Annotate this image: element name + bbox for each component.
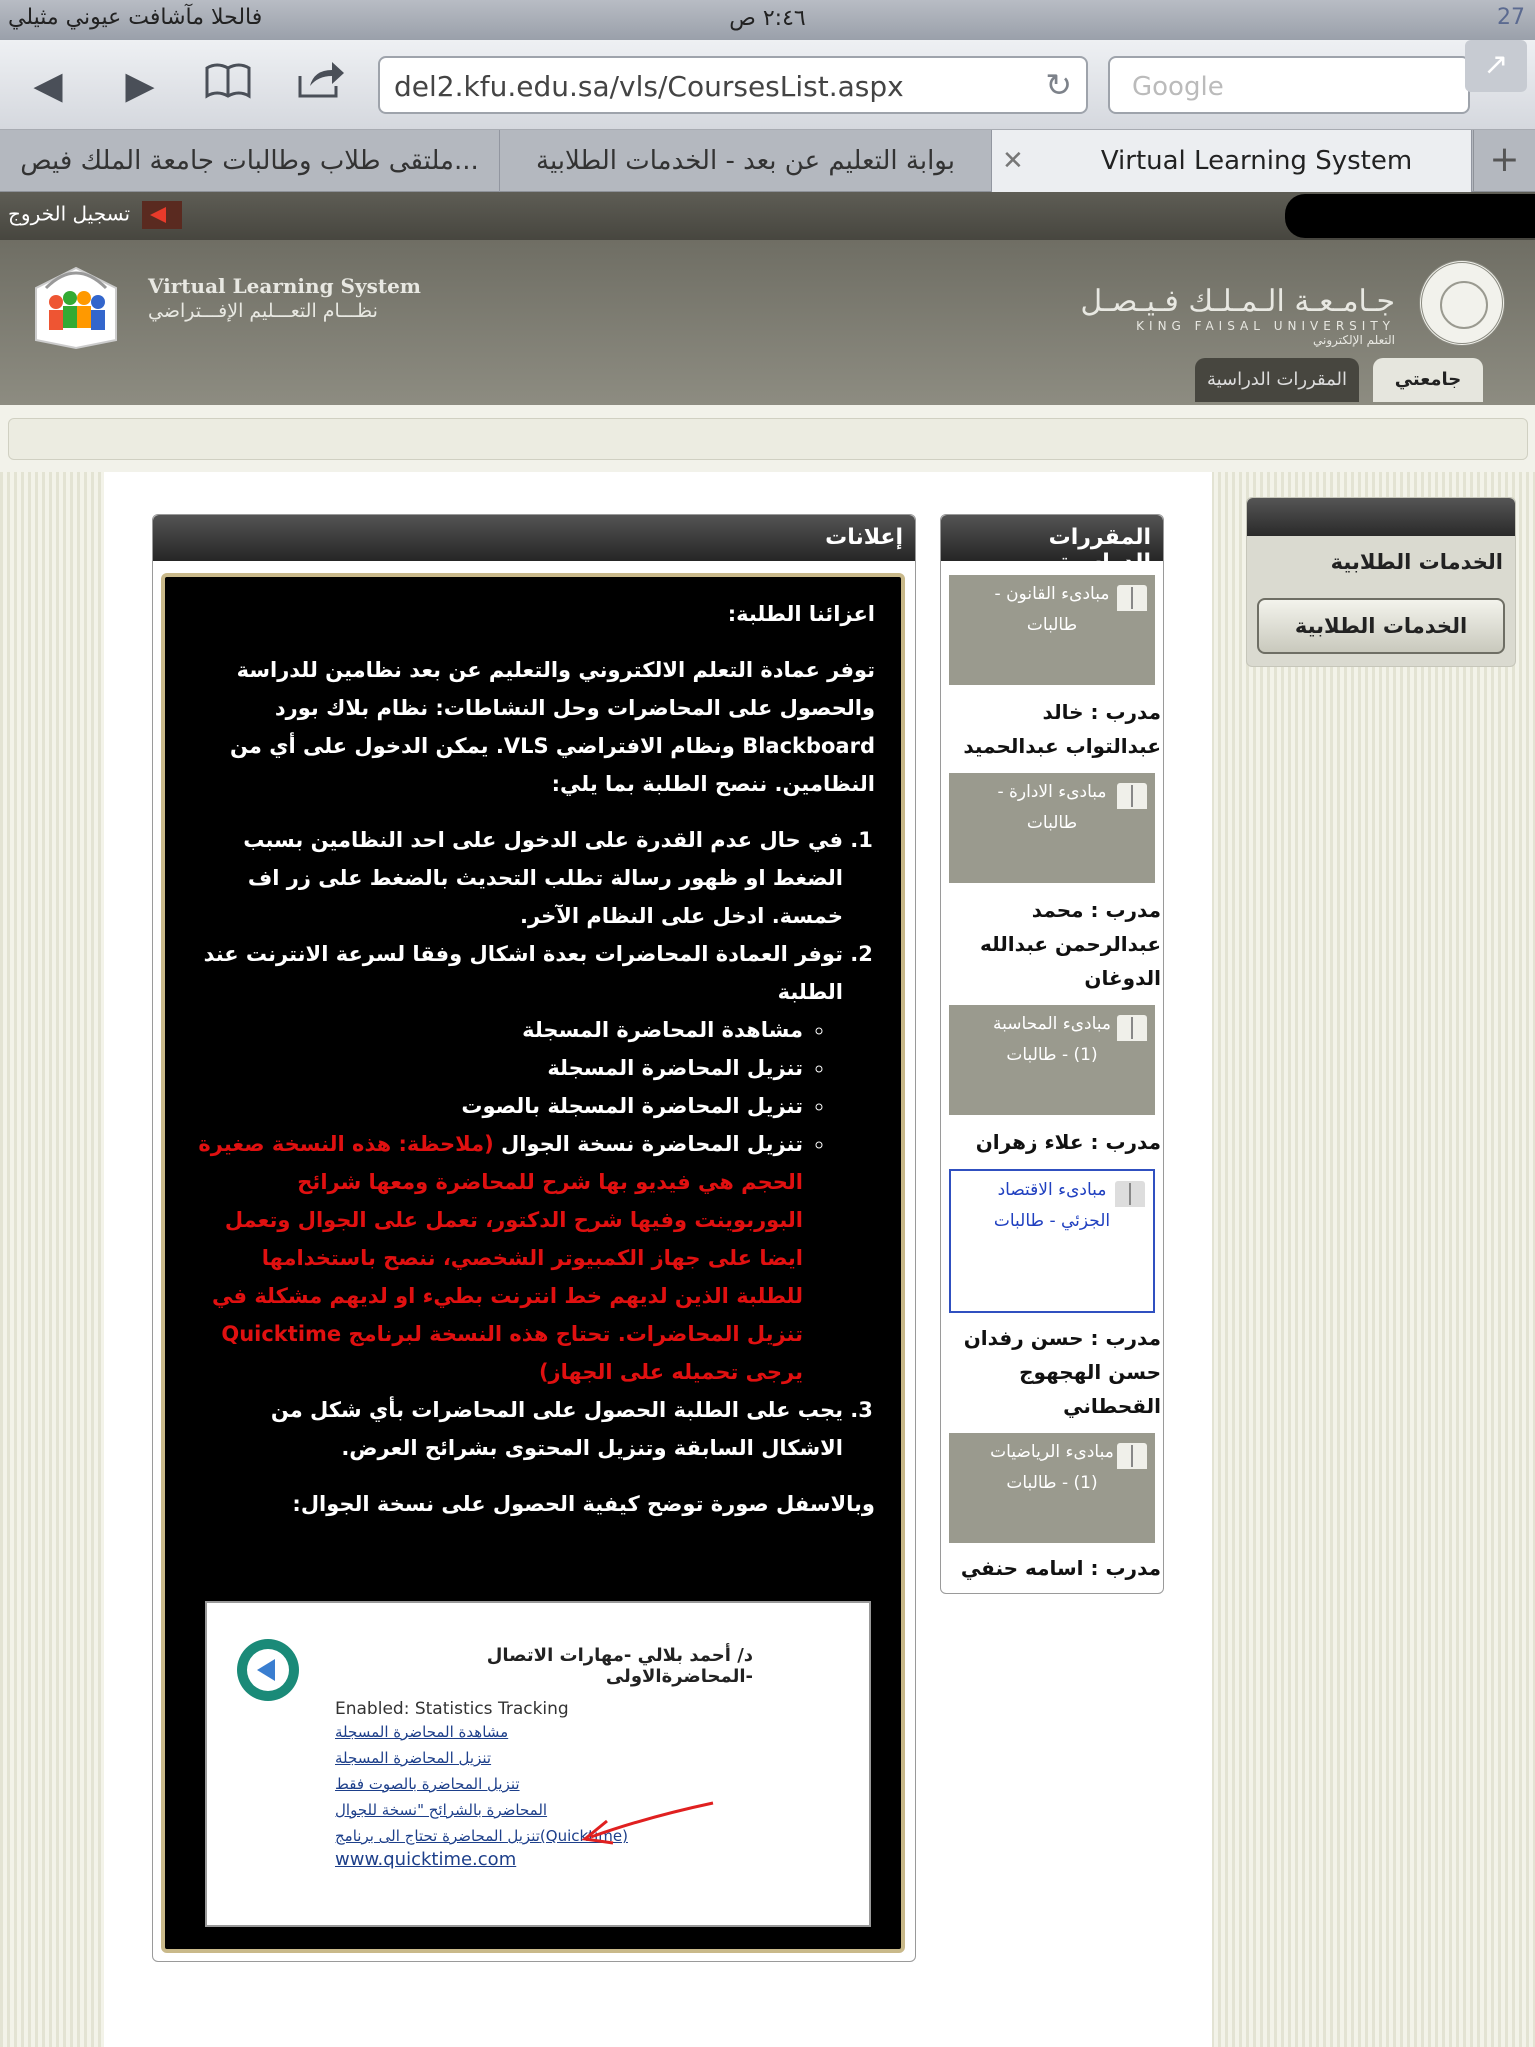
book-icon xyxy=(1117,1443,1147,1469)
new-tab-icon[interactable]: + xyxy=(1473,130,1535,192)
url-text: del2.kfu.edu.sa/vls/CoursesList.aspx xyxy=(394,70,904,103)
course-card-microeconomics[interactable] xyxy=(949,1169,1155,1313)
forward-icon[interactable]: ▶ xyxy=(125,63,155,107)
vls-title-en: Virtual Learning System xyxy=(148,274,421,298)
announcement-intro: توفر عمادة التعلم الالكتروني والتعليم عن بعد نظامين للدراسة والحصول على المحاضرات وحل النشاطات: نظام بلاك بورد Blackboard ونظام الافتراضي VLS. يمكن الدخول على أي من النظامين. ننصح الطلبة بما يلي: xyxy=(229,658,875,796)
close-tab-icon[interactable]: ✕ xyxy=(1002,146,1024,176)
tab-portal[interactable]: بوابة التعليم عن بعد - الخدمات الطلابية xyxy=(500,130,992,192)
search-input[interactable] xyxy=(1108,56,1470,114)
share-icon[interactable] xyxy=(292,60,352,110)
format-item: ◦ تنزيل المحاضرة المسجلة xyxy=(195,1049,803,1087)
course-card-management[interactable] xyxy=(949,773,1155,883)
announcement-item-1: 1. في حال عدم القدرة على الدخول على احد النظامين بسبب الضغط او ظهور رسالة تطلب التحديث بالضغط على زر اف خمسة. ادخل على النظام الآخر. xyxy=(195,821,843,935)
course-card-law[interactable] xyxy=(949,575,1155,685)
announcement-content xyxy=(161,573,905,1953)
site-header xyxy=(0,240,1535,405)
vls-title xyxy=(148,274,421,322)
announcements-panel xyxy=(152,514,916,1962)
course-name: مبادىء الرياضيات (1) - طالبات xyxy=(990,1442,1114,1493)
reload-icon[interactable]: ↻ xyxy=(1045,66,1072,104)
courses-panel-title: المقررات الدراسية xyxy=(941,515,1163,561)
status-time: ٢:٤٦ ص xyxy=(729,6,806,31)
course-name: مبادىء القانون - طالبات xyxy=(994,584,1110,635)
search-placeholder: Google xyxy=(1132,72,1224,102)
screenshot-link: المحاضرة بالشرائح "نسخة للجوال xyxy=(335,1801,548,1819)
announcement-footer: وبالاسفل صورة توضح كيفية الحصول على نسخة الجوال: xyxy=(292,1492,875,1516)
screenshot-link: تنزيل المحاضرة تحتاج الى برنامج(Quicktime) xyxy=(335,1827,628,1845)
red-arrow-icon xyxy=(577,1799,717,1849)
screenshot-title: د/ أحمد بلالي -مهارات الاتصال -المحاضرةالاولى xyxy=(486,1645,753,1687)
redacted-area xyxy=(1285,194,1535,238)
tab-forum[interactable]: ملتقى طلاب وطالبات جامعة الملك فيص... xyxy=(0,130,500,192)
student-services-header xyxy=(1247,498,1515,536)
tab-bar xyxy=(0,130,1535,192)
university-sub: التعلم الإلكتروني xyxy=(1312,333,1395,347)
screenshot-link: مشاهدة المحاضرة المسجلة xyxy=(335,1723,509,1741)
play-icon xyxy=(237,1639,299,1701)
site-top-bar xyxy=(0,192,1535,240)
formats-list xyxy=(195,1011,843,1391)
announcement-list xyxy=(195,821,875,1467)
course-trainer: مدرب : حسن رفدان حسن الهجهوج القحطاني xyxy=(963,1326,1161,1418)
courses-panel xyxy=(940,514,1164,1594)
announcements-title: إعلانات xyxy=(153,515,915,561)
book-icon xyxy=(1117,585,1147,611)
vls-logo-icon xyxy=(30,258,122,350)
announcement-item-2-text: توفر العمادة المحاضرات بعدة اشكال وفقا لسرعة الانترنت عند الطلبة xyxy=(203,942,843,1004)
format-item: ◦ تنزيل المحاضرة المسجلة بالصوت xyxy=(195,1087,803,1125)
course-trainer: مدرب : علاء زهران xyxy=(975,1130,1161,1154)
bookmarks-icon[interactable] xyxy=(198,60,258,110)
book-icon xyxy=(1117,1015,1147,1041)
tab-vls-label: Virtual Learning System xyxy=(1100,146,1413,176)
browser-toolbar xyxy=(0,40,1535,130)
vls-title-ar: نظـــام التعـــليم الإفـــتراضي xyxy=(148,300,378,322)
nav-tab-home[interactable]: جامعتي xyxy=(1373,358,1483,402)
course-name: مبادىء الاقتصاد الجزئي - طالبات xyxy=(993,1180,1111,1231)
mobile-note: (ملاحظة: هذه النسخة صغيرة الحجم هي فيديو بها شرح للمحاضرة ومعها شرائح البوربوينت وفيها شرح الدكتور، تعمل على الجوال وتعمل ايضا على جهاز الكمبيوتر الشخصي، ننصح باستخدامها للطلبة الذين لديهم خط انترنت بطيء او لديهم مشكلة في تنزيل المحاضرات. تحتاج هذه النسخة لبرنامج Quicktime يرجى تحميله على الجهاز) xyxy=(198,1132,803,1384)
format-item xyxy=(195,1125,803,1391)
format-item-text: تنزيل المحاضرة نسخة الجوال xyxy=(501,1132,803,1156)
status-left-text: فالحلا مآشافت عيوني مثيلي xyxy=(8,5,263,30)
nav-tab-courses[interactable]: المقررات الدراسية xyxy=(1195,358,1359,402)
book-icon xyxy=(1117,783,1147,809)
student-services-title: الخدمات الطلابية xyxy=(1330,550,1503,574)
status-bar xyxy=(0,0,1535,40)
expand-icon[interactable]: ↗ xyxy=(1465,40,1527,92)
university-name-en: KING FAISAL UNIVERSITY xyxy=(1136,319,1395,333)
university-seal-icon xyxy=(1419,260,1505,346)
book-icon xyxy=(1115,1181,1145,1207)
course-trainer: مدرب : محمد عبدالرحمن عبدالله الدوغان xyxy=(979,898,1161,990)
address-bar[interactable] xyxy=(378,56,1088,114)
status-right-text: 27 xyxy=(1497,5,1525,30)
course-name: مبادىء المحاسبة (1) - طالبات xyxy=(992,1014,1112,1065)
student-services-box xyxy=(1246,497,1516,667)
course-name: مبادىء الادارة - طالبات xyxy=(997,782,1107,833)
announcement-item-2 xyxy=(195,935,843,1391)
course-card-mathematics[interactable] xyxy=(949,1433,1155,1543)
logout-icon xyxy=(142,201,182,229)
embedded-screenshot xyxy=(205,1601,871,1927)
back-icon[interactable]: ◀ xyxy=(33,63,63,107)
logout-label: تسجيل الخروج xyxy=(8,201,131,226)
announcement-greeting: اعزائنا الطلبة: xyxy=(727,602,875,626)
announcement-item-3: 3. يجب على الطلبة الحصول على المحاضرات بأي شكل من الاشكال السابقة وتنزيل المحتوى بشرائح العرض. xyxy=(195,1391,843,1467)
tab-vls[interactable] xyxy=(992,130,1472,192)
breadcrumb-bar xyxy=(8,418,1528,460)
course-trainer: مدرب : اسامه حنفي xyxy=(960,1556,1161,1580)
screenshot-enabled: Enabled: Statistics Tracking xyxy=(335,1699,569,1719)
announcement-text xyxy=(195,595,875,1541)
course-card-accounting[interactable] xyxy=(949,1005,1155,1115)
screenshot-link: تنزيل المحاضرة المسجلة xyxy=(335,1749,492,1767)
screenshot-url: www.quicktime.com xyxy=(335,1849,517,1870)
course-trainer: مدرب : خالد عبدالتواب عبدالحميد xyxy=(963,700,1161,758)
university-name-ar: جـامـعـة الـمـلـك فـيـصـل xyxy=(1080,284,1395,319)
format-item: ◦ مشاهدة المحاضرة المسجلة xyxy=(195,1011,803,1049)
screenshot-link: تنزيل المحاضرة بالصوت فقط xyxy=(335,1775,520,1793)
logout-link[interactable] xyxy=(8,201,182,229)
university-name xyxy=(1080,284,1395,347)
student-services-button[interactable]: الخدمات الطلابية xyxy=(1257,598,1505,654)
